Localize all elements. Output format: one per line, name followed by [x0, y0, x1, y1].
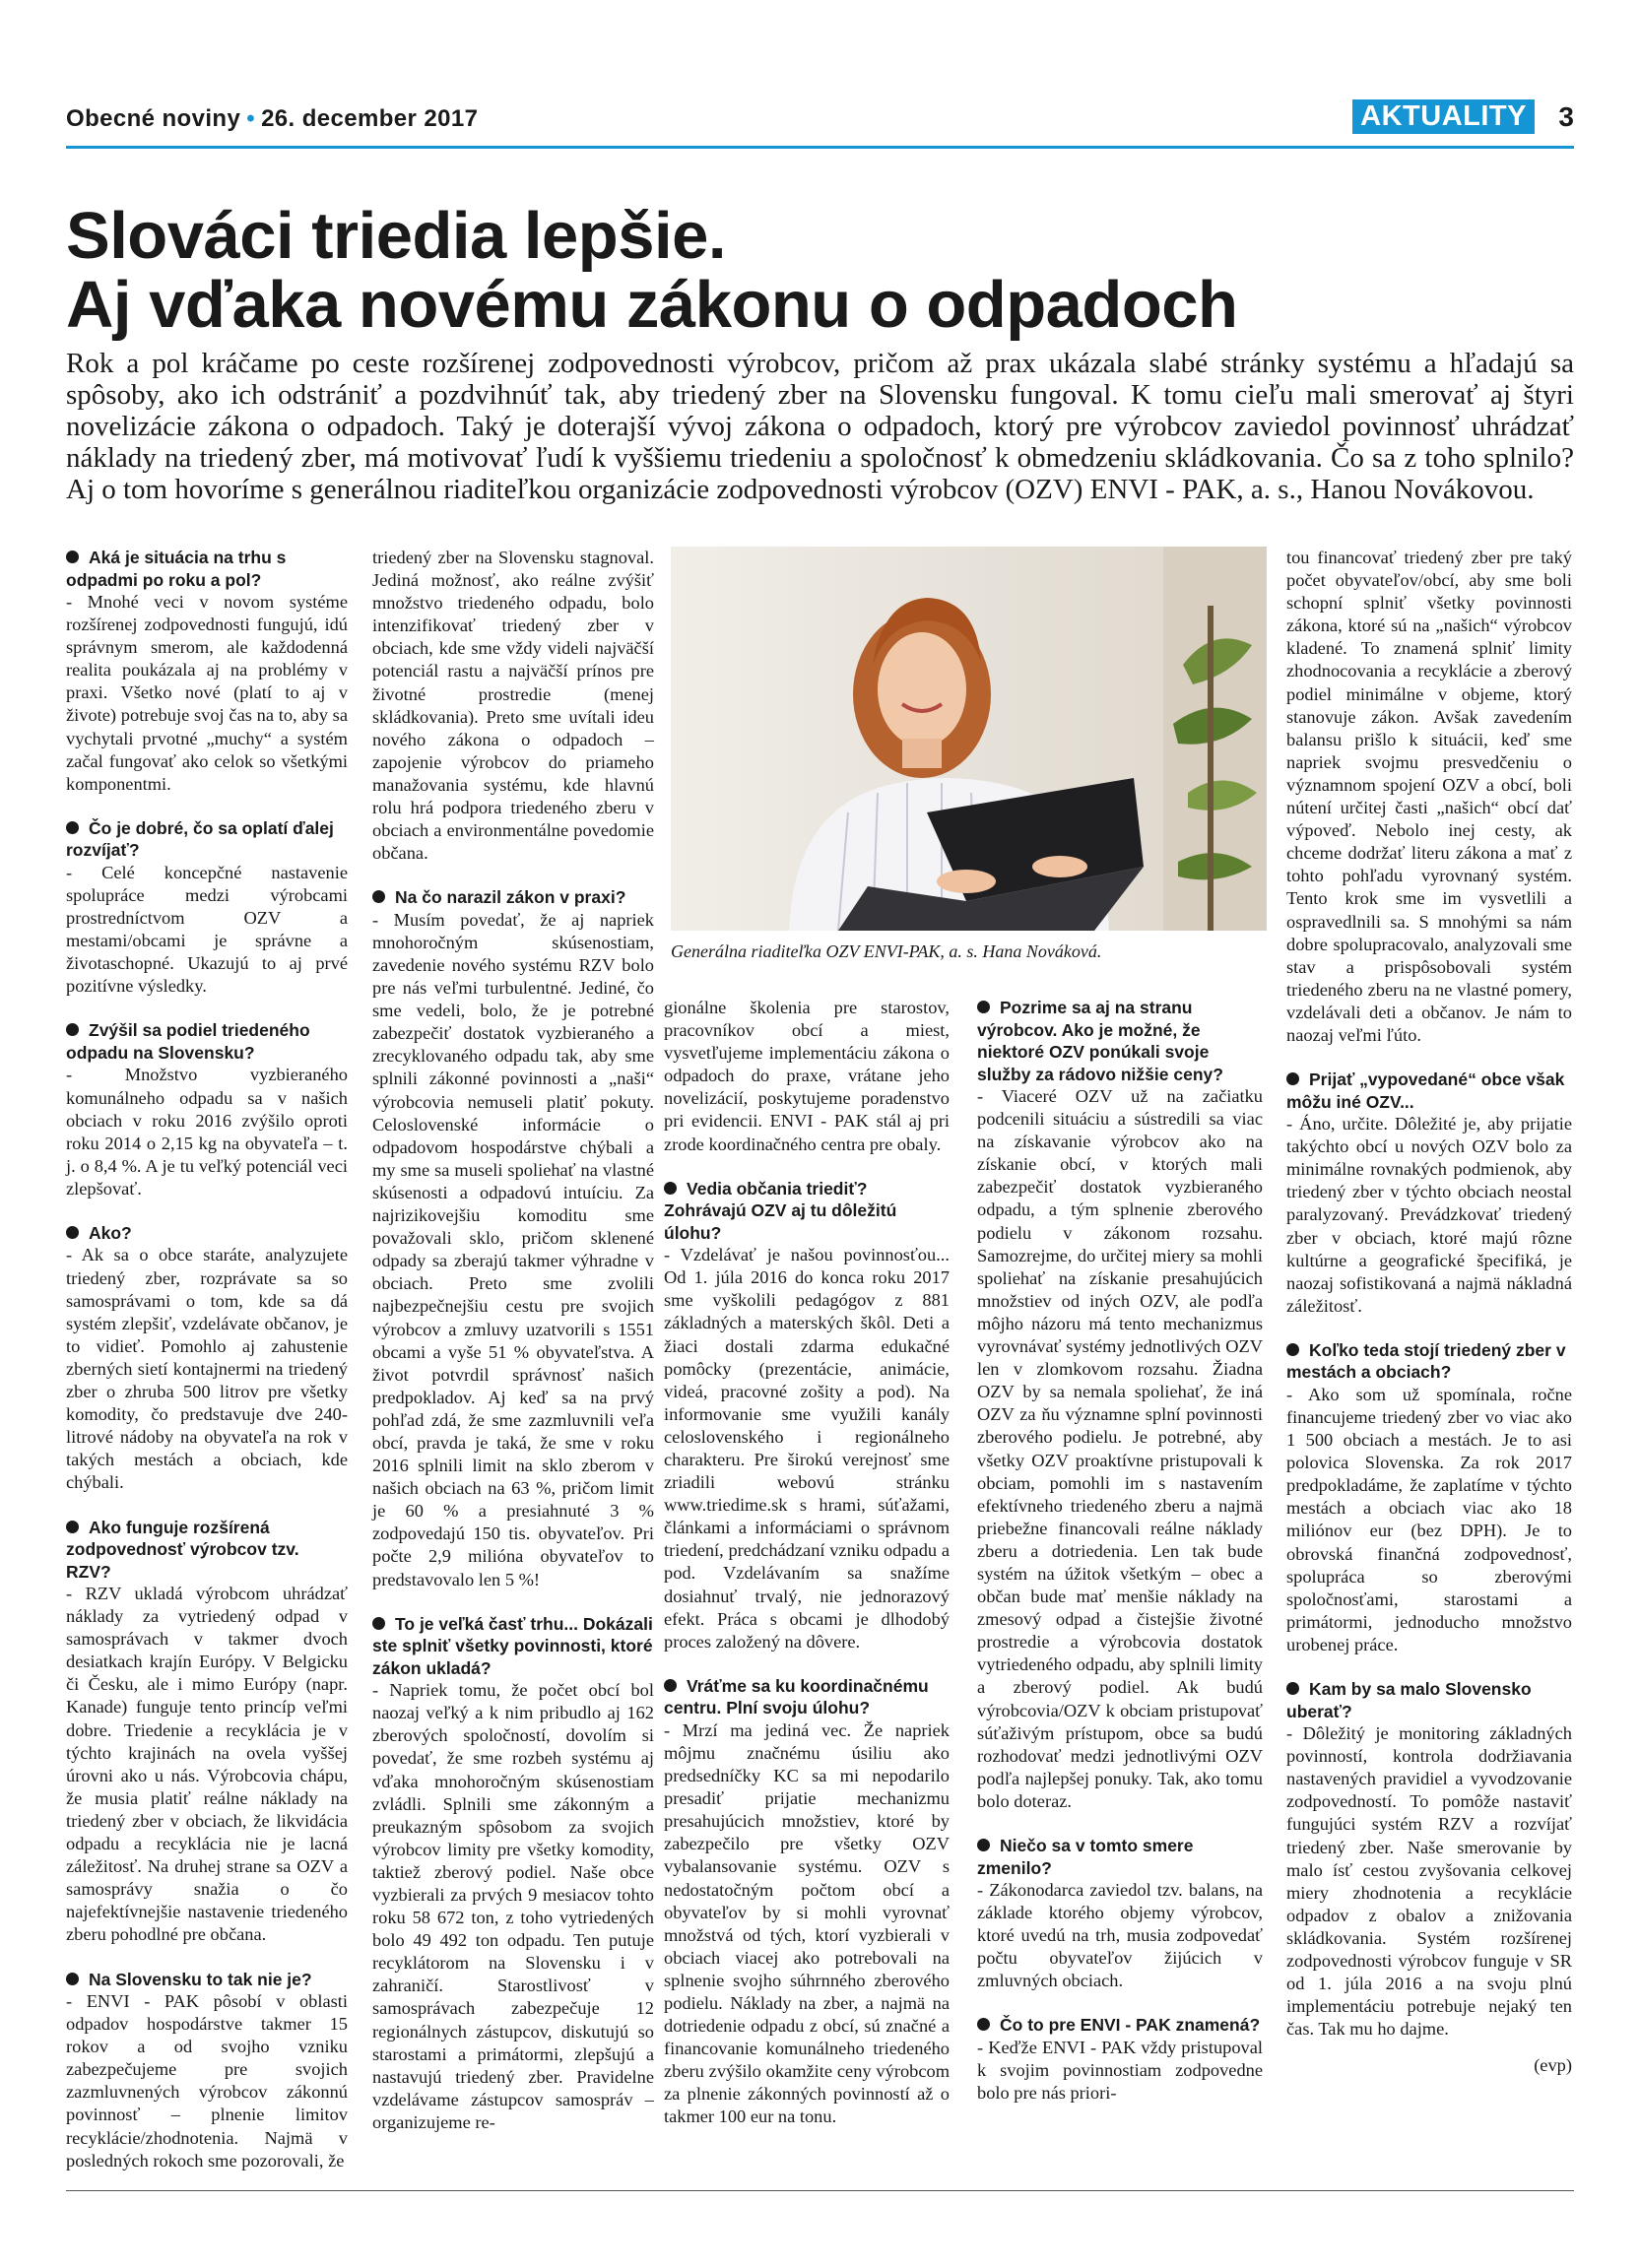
answer: - Mrzí ma jediná vec. Že napriek môjmu značnému úsiliu ako predsedníčky KC sa mi nepodarilo presadiť prijatie mechanizmu presahujúcich množstiev, ktoré by zabezpečilo pre všetky OZV vybalansovanie systému. OZV s nedostatočným počtom obcí a obyvateľov by si mohli vyrovnať množstvá od tých, ktorí vyzbierali v obciach viacej ako potrebovali na splnenie svojho súhrnného zberového podielu. Náklady na zber, a najmä na dotriedenie odpadu z obcí, sú značné a financovanie komunálneho triedeného zberu zvýšilo okamžite ceny výrobcom za plnenie zákonných povinností až o takmer 100 eur na tonu.	[664, 1719, 950, 2127]
answer: - Celé koncepčné nastavenie spolupráce medzi výrobcami prostredníctvom OZV a mestami/obcami je správne a životaschopné. Ukazujú to aj prvé pozitívne výsledky.	[66, 862, 348, 997]
answer: - Ako som už spomínala, ročne financujeme triedený zber vo viac ako 1 500 obciach a mestách. Je to asi polovica Slovenska. Za rok 2017 predpokladáme, že zaplatíme v týchto mestách a obciach viac ako 18 miliónov eur (bez DPH). Je to obrovská finančná zodpovednosť, spolupráca so zberovými spoločnosťami, starostami a primátormi, jednoducho množstvo urobenej práce.	[1286, 1384, 1572, 1654]
bullet-icon	[1286, 1343, 1299, 1356]
answer: - Mnohé veci v novom systéme rozšírenej zodpovednosti fungujú, idú správnym smerom, ale každodenná realita poukázala aj na problémy v praxi. Všetko nové (platí to aj v živote) potrebuje svoj čas na to, aby sa vychytali prvotné „muchy“ a systém začal fungovať ako celok so všetkými komponentmi.	[66, 592, 348, 794]
answer: - Áno, určite. Dôležité je, aby prijatie takýchto obcí u nových OZV bolo za minimálne rovnakých podmienok, aby triedený zber v týchto obciach neostal paralyzovaný. Prevádzkovať triedený zber v obciach, ktoré majú rôzne kultúrne a geografické špecifiká, je naozaj sofistikovaná a najmä nákladná záležitosť.	[1286, 1114, 1572, 1316]
question: Čo je dobré, čo sa oplatí ďalej rozvíjať?	[66, 817, 334, 861]
top-rule	[66, 146, 1574, 149]
question: Niečo sa v tomto smere zmenilo?	[977, 1836, 1194, 1878]
bullet-icon	[66, 1023, 79, 1036]
section-label: AKTUALITY	[1352, 99, 1535, 134]
question: Na čo narazil zákon v praxi?	[372, 886, 654, 909]
column-1	[66, 547, 348, 2172]
column-3	[664, 997, 950, 2129]
page-number: 3	[1558, 101, 1574, 132]
bullet-icon	[372, 890, 385, 903]
bullet-icon	[66, 551, 79, 563]
answer: gionálne školenia pre starostov, pracovníkov obcí a miest, vysvetľujeme implementáciu zákona o odpadoch do praxe, vrátane jeho novelizácií, poskytujeme poradenstvo pri evidencii. ENVI - PAK stál aj pri zrode koordinačného centra pre obaly.	[664, 998, 950, 1154]
bullet-icon	[1286, 1072, 1299, 1085]
question: Kam by sa malo Slovensko uberať?	[1286, 1679, 1532, 1721]
article-headline	[66, 199, 1574, 342]
paper-name-date	[66, 105, 478, 133]
headline-line-2: Aj vďaka novému zákonu o odpadoch	[66, 268, 1238, 342]
portrait-photo	[671, 547, 1267, 931]
answer: - Ak sa o obce staráte, analyzujete triedený zber, rozprávate sa so samosprávami o tom, kde sa dá systém zlepšiť, vzdelávate občanov, je to vidieť. Pomohlo aj zahustenie zberných sietí kontajnermi na triedený zber o zhruba 500 litrov pre všetky komodity, čo predstavuje dve 240-litrové nádoby na obyvateľa na rok v takých mestách a obciach, kde chýbali.	[66, 1245, 348, 1493]
question: Koľko teda stojí triedený zber v mestách a obciach?	[1286, 1339, 1566, 1383]
bullet-icon	[1286, 1682, 1299, 1695]
answer: - Musím povedať, že aj napriek mnohoročným skúsenostiam, zavedenie nového systému RZV bolo pre nás veľmi turbulentné. Jediné, čo sme vedeli, bolo, že je potrebné zabezpečiť dostatok vyzbieraného a zrecyklovaného odpadu tak, aby sme splnili zákonné povinnosti a „naši“ výrobcovia nemuseli platiť pokuty. Celoslovenské informácie o odpadovom hospodárstve chýbali a my sme sa museli spoliehať na vlastné skúsenosti a odpadovú intuíciu. Za najrizikovejšiu komoditu sme považovali sklo, pričom sklenené odpady sa zberajú takmer výhradne v obciach. Preto sme zvolili najbezpečnejšiu cestu pre svojich výrobcov a zmluvy uzatvorili s 1551 obcami a vyše 51 % obyvateľstva. A život potvrdil správnosť našich predpokladov. Aj keď sa na prvý pohľad zdá, že sme zazmluvnili veľa obcí, pravda je taká, že sme v roku 2016 splnili limit na sklo zberom v našich obciach na 63 %, pričom limit je 60 % a presiahnuté 3 % zodpovedajú 150 tis. obyvateľov. Pri počte 2,9 milióna obyvateľov to predstavovalo len 5 %!	[372, 909, 654, 1589]
question: Vráťme sa ku koordinačnému centru. Plní svoju úlohu?	[664, 1675, 929, 1718]
question: Zvýšil sa podiel triedeného odpadu na Slovensku?	[66, 1020, 310, 1063]
question: Prijať „vypovedané“ obce však môžu iné OZV...	[1286, 1069, 1565, 1112]
answer: - Napriek tomu, že počet obcí bol naozaj veľký a k nim pribudlo aj 162 zberových spoločností, dovolím si povedať, že sme rozbeh systému aj vďaka mnohoročným skúsenostiam zvládli. Splnili sme zákonným a preukazným spôsobom za svojich výrobcov limity pre všetky komodity, taktiež zberový podiel. Naše obce vyzbierali za prvých 9 mesiacov tohto roku 58 672 ton, z toho vytriedených bolo 49 492 ton odpadu. Ten putuje recyklátorom na Slovensku i v zahraničí. Starostlivosť v samosprávach zabezpečuje 12 regionálnych zástupcov, diskutujú so starostami a primátormi, zlepšujú a nastavujú triedený zber. Pravidelne vzdelávame zástupcov samospráv – organizujeme re-	[372, 1680, 654, 2132]
column-5	[1286, 547, 1572, 2077]
author-signature: (evp)	[1534, 2055, 1572, 2076]
question: Ako funguje rozšírená zodpovednosť výrobcov tzv. RZV?	[66, 1517, 299, 1582]
bottom-rule	[66, 2190, 1574, 2191]
question: Aká je situácia na trhu s odpadmi po roku a pol?	[66, 548, 287, 590]
bullet-icon	[66, 1973, 79, 1985]
answer: - ENVI - PAK pôsobí v oblasti odpadov hospodárstve takmer 15 rokov a od svojho vzniku zabezpečujeme pre svojich zazmluvnených výrobcov zákonnú povinnosť – plnenie limitov recyklácie/zhodnotenia. Najmä v posledných rokoch sme pozorovali, že	[66, 1991, 348, 2171]
answer: triedený zber na Slovensku stagnoval. Jediná možnosť, ako reálne zvýšiť množstvo triedeného odpadu, bolo intenzifikovať triedený zber v obciach, kde sme vždy videli najväčší potenciál rastu a najväčší prínos pre životné prostredie (menej skládkovania). Preto sme uvítali ideu nového zákona o odpadoch – zapojenie výrobcov do priameho manažovania systému, kde hlavnú rolu hrá podpora triedeného zberu v obciach a environmentálne povedomie občana.	[372, 548, 654, 864]
bullet-icon	[66, 821, 79, 834]
question: To je veľká časť trhu... Dokázali ste splniť všetky povinnosti, ktoré zákon ukladá?	[372, 1613, 653, 1678]
answer: - Dôležitý je monitoring základných povinností, kontrola dodržiavania nastavených pravidiel a vyvodzovanie zodpovedností. To pomôže nastaviť fungujúci systém RZV a rozvíjať triedený zber. Naše smerovanie by malo ísť cestou zvyšovania celkovej miery zhodnotenia a recyklácie odpadov z obalov a znižovania skládkovania. Systém rozšírenej zodpovednosti výrobcov funguje v SR od 1. júla 2016 a na svoju plnú implementáciu potrebuje nejaký ten čas. Tak mu ho dajme.	[1286, 1723, 1572, 2040]
bullet-icon	[664, 1679, 677, 1692]
answer: - RZV ukladá výrobcom uhrádzať náklady za vytriedený odpad v samosprávach v takmer dvoch desiatkach krajín Európy. V Belgicku či Česku, ale i mimo Európy (napr. Kanade) funguje tento princíp veľmi dobre. Triedenie a recyklácia je v týchto krajinách na ovela vyššej úrovni ako u nás. Výrobcovia chápu, že musia platiť reálne náklady na triedený zber v obciach, že likvidácia odpadu a recyklácia nie je lacná záležitosť. Na druhej strane sa OZV a samosprávy snažia o čo najefektívnejšie nastavenie triedeného zberu pohodlné pre občana.	[66, 1584, 348, 1945]
bullet-icon	[66, 1521, 79, 1533]
question: Pozrime sa aj na stranu výrobcov. Ako je možné, že niektoré OZV ponúkali svoje služby za rádovo nižšie ceny?	[977, 998, 1223, 1084]
portrait-illustration	[671, 547, 1267, 931]
issue-date: 26. december 2017	[261, 105, 479, 132]
bullet-icon	[664, 1182, 677, 1195]
bullet-icon	[66, 1226, 79, 1239]
bullet-icon	[977, 2018, 990, 2031]
paper-name: Obecné noviny	[66, 105, 241, 132]
question: Čo to pre ENVI - PAK znamená?	[977, 2014, 1263, 2037]
question: Ako?	[66, 1222, 348, 1245]
column-4	[977, 997, 1263, 2105]
article-lead: Rok a pol kráčame po ceste rozšírenej zodpovednosti výrobcov, pričom až prax ukázala slabé stránky systému a hľadajú sa spôsoby, ako ich odstrániť a pozdvihnúť tak, aby triedený zber na Slovensku fungoval. K tomu cieľu mali smerovať aj štyri novelizácie zákona o odpadoch. Taký je doterajší vývoj zákona o odpadoch, ktorý pre výrobcov zaviedol povinnosť uhrádzať náklady na triedený zber, má motivovať ľudí k vyššiemu triedeniu a spoločnosť k obmedzeniu skládkovania. Čo sa z toho splnilo? Aj o tom hovoríme s generálnou riaditeľkou organizácie zodpovednosti výrobcov (OZV) ENVI - PAK, a. s., Hanou Novákovou.	[66, 348, 1574, 505]
answer: - Množstvo vyzbieraného komunálneho odpadu sa v našich obciach v roku 2016 zvýšilo oproti roku 2014 o 2,15 kg na obyvateľa – t. j. o 8,4 %. A je tu veľký potenciál veci zlepšovať.	[66, 1065, 348, 1199]
answer: - Vzdelávať je našou povinnosťou... Od 1. júla 2016 do konca roku 2017 sme vyškolili pedagógov z 881 základných a materských škôl. Deti a žiaci dostali zdarma edukačné pomôcky (prezentácie, animácie, videá, pracovné zošity a pod). Na informovanie sme využili kanály celoslovenského i regionálneho charakteru. Pre širokú verejnosť sme zriadili webovú stránku www.triedime.sk s hrami, súťažami, článkami a informáciami o správnom triedení, predchádzaní vzniku odpadu a pod. Vzdelávaním sa snažíme dosiahnuť trvalý, nie jednorazový efekt. Práca s obcami je dlhodobý proces založený na dôvere.	[664, 1245, 950, 1652]
bullet-icon	[372, 1617, 385, 1630]
photo-caption: Generálna riaditeľka OZV ENVI-PAK, a. s. Hana Nováková.	[671, 941, 1102, 961]
question: Na Slovensku to tak nie je?	[66, 1969, 348, 1991]
question: Vedia občania triediť? Zohrávajú OZV aj tu dôležitú úlohu?	[664, 1178, 897, 1243]
answer: - Keďže ENVI - PAK vždy pristupoval k svojim povinnostiam zodpovedne bolo pre nás priori-	[977, 2037, 1263, 2104]
column-2	[372, 547, 654, 2134]
answer: - Viaceré OZV už na začiatku podcenili situáciu a sústredili sa viac na získavanie výrobcov ako na získanie obcí, v ktorých mali zabezpečiť dostatok vyzbieraného odpadu, a tým splnenie zberového podielu v zákonom rozsahu. Samozrejme, do určitej miery sa mohli spoliehať na získanie presahujúcich množstiev od iných OZV, ale podľa môjho názoru má tento mechanizmus vyrovnávať systémy jednotlivých OZV len v zlomkovom rozsahu. Žiadna OZV by sa nemala spoliehať, že iná OZV za ňu významne splní povinnosti zberového podielu. Je potrebné, aby všetky OZV proaktívne pristupovali k obciam, pomohli im s nastavením efektívneho triedeného zberu a najmä priebežne financovali reálne náklady zberu a dotriedenia. Len tak bude systém na úžitok všetkým – obec a občan bude mať menšie náklady na zmesový odpad a čistejšie životné prostredie a výrobcovia dostatok vytriedeného odpadu, aby splnili limity a zberový podiel. Ak budú výrobcovia/OZV k obciam pristupovať súťaživým prístupom, obce sa budú rozhodovať medzi jednotlivými OZV podľa najlepšej ponuky. Tak, ako tomu bolo doteraz.	[977, 1086, 1263, 1811]
answer: tou financovať triedený zber pre taký počet obyvateľov/obcí, aby sme boli schopní splniť všetky povinnosti zákona, ktoré sú na „našich“ výrobcov kladené. To znamená splniť limity zhodnocovania a recyklácie a zberový podiel minimálne v objeme, ktorý stanovuje zákon. Avšak zavedením balansu prišlo k situácii, keď sme napriek svojmu presvedčeniu o významnom spojení OZV a obcí, boli nútení určitej časti „našich“ obcí dať výpoveď. Nebolo inej cesty, ak chceme dodržať literu zákona a mať z tohto pohľadu vyrovnaný systém. Tento krok sme im vysvetlili a ospravedlnili sa. S mnohými sa nám dobre spolupracovalo, analyzovali sme stav a prispôsobovali systém triedeného zberu na ne vlastné pomery, vzdelávali deti a občanov. Je nám to naozaj veľmi ľúto.	[1286, 548, 1572, 1045]
bullet-icon	[977, 1839, 990, 1851]
bullet-icon	[977, 1001, 990, 1013]
separator-dot: •	[246, 105, 256, 132]
headline-line-1: Slováci triedia lepšie.	[66, 199, 726, 273]
masthead	[66, 100, 1574, 145]
answer: - Zákonodarca zaviedol tzv. balans, na základe ktorého objemy výrobcov, ktoré uvedú na trh, musia zodpovedať počtu obyvateľov žijúcich v zmluvných obciach.	[977, 1880, 1263, 1991]
